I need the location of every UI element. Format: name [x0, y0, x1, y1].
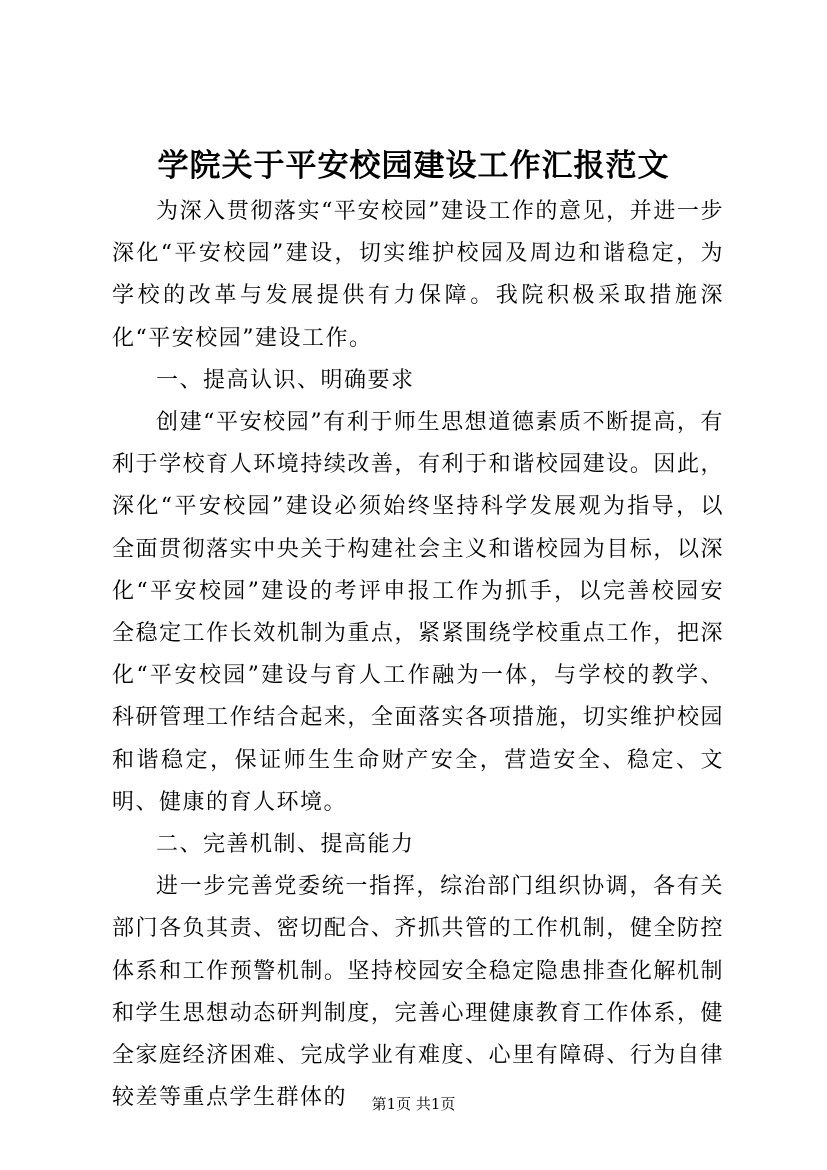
section-1-paragraph: 创建“平安校园”有利于师生思想道德素质不断提高，有利于学校育人环境持续改善，有利于和谐校园建设。因此，深化“平安校园”建设必须始终坚持科学发展观为指导，以全面贯彻落实中央关于构建社会主义和谐校园为目标，以深化“平安校园”建设的考评申报工作为抓手，以完善校园安全稳定工作长效机制为重点，紧紧围绕学校重点工作，把深化“平安校园”建设与育人工作融为一体，与学校的教学、科研管理工作结合起来，全面落实各项措施，切实维护校园和谐稳定，保证师生生命财产安全，营造安全、稳定、文明、健康的育人环境。 — [112, 410, 724, 815]
document-body — [112, 191, 724, 1119]
section-heading-2: 二、完善机制、提高能力 — [156, 832, 415, 858]
intro-paragraph: 为深入贯彻落实“平安校园”建设工作的意见，并进一步深化“平安校园”建设，切实维护校园及周边和谐稳定，为学校的改革与发展提供有力保障。我院积极采取措施深化“平安校园”建设工作。 — [112, 199, 724, 351]
section-2-paragraph: 进一步完善党委统一指挥，综治部门组织协调，各有关部门各负其责、密切配合、齐抓共管的工作机制，健全防控体系和工作预警机制。坚持校园安全稳定隐患排查化解机制和学生思想动态研判制度，完善心理健康教育工作体系，健全家庭经济困难、完成学业有难度、心里有障碍、行为自律较差等重点学生群体的 — [112, 874, 724, 1111]
document-title: 学院关于平安校园建设工作汇报范文 — [157, 148, 670, 184]
page-footer: 第1页 共1页 — [371, 1095, 456, 1113]
section-heading-1: 一、提高认识、明确要求 — [156, 367, 415, 393]
